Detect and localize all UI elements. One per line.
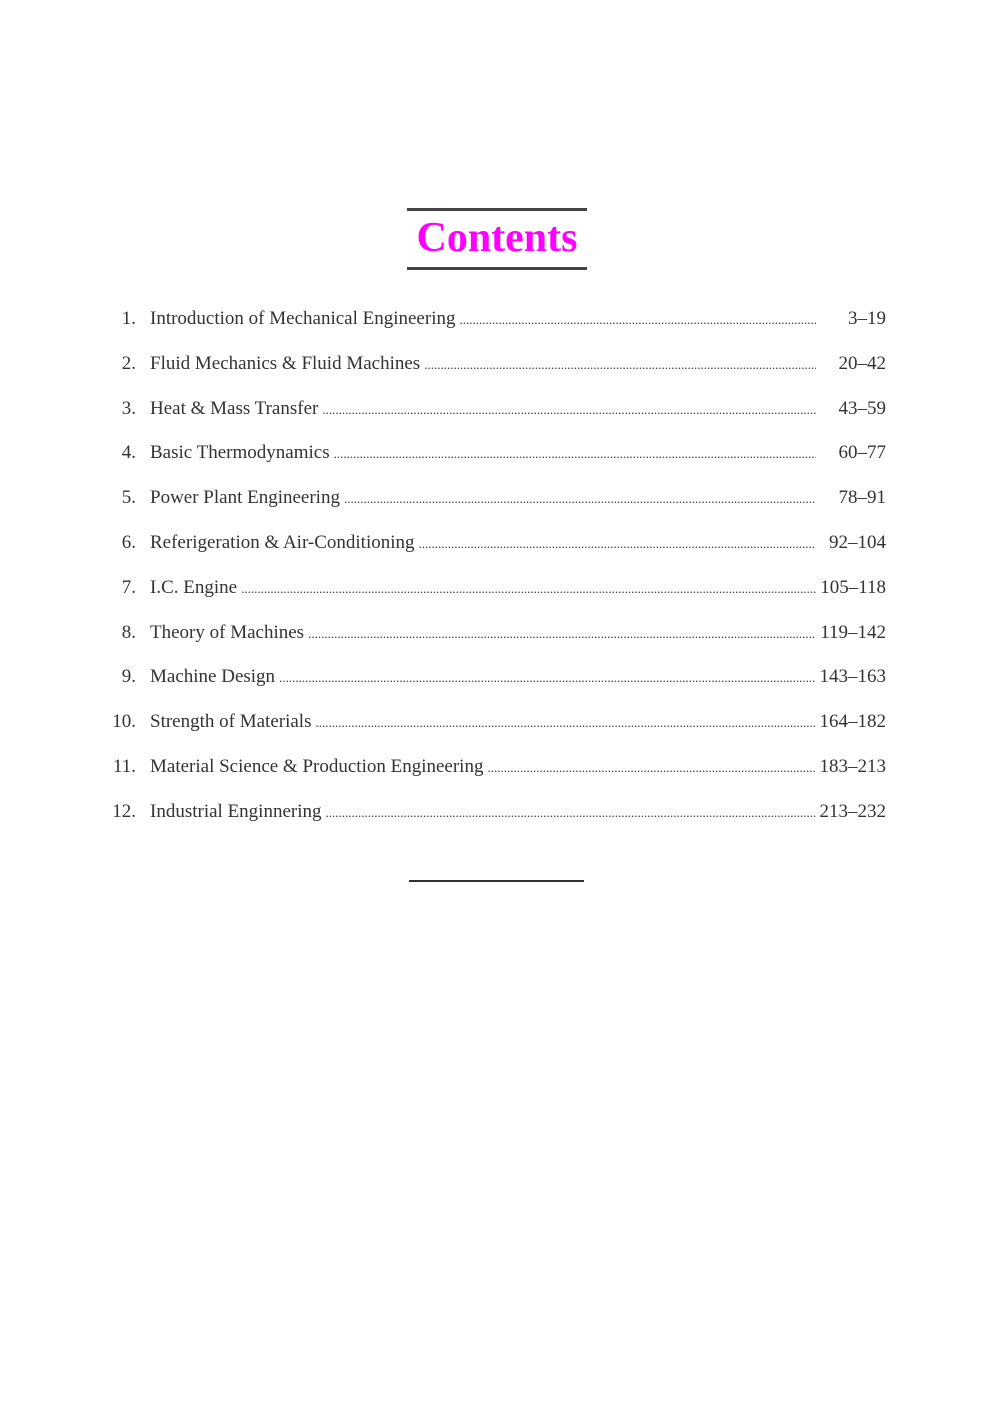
entry-title: Strength of Materials xyxy=(150,711,312,733)
entry-number: 11. xyxy=(112,755,136,777)
dot-leader xyxy=(308,620,816,648)
entry-title: I.C. Engine xyxy=(150,576,238,598)
entry-title: Heat & Mass Transfer xyxy=(150,397,319,419)
dot-leader xyxy=(344,485,816,513)
entry-pages: 105–118 xyxy=(820,576,886,598)
dot-leader xyxy=(315,709,816,737)
entry-number: 12. xyxy=(112,800,136,822)
page-title: Contents xyxy=(416,215,578,261)
toc-entry xyxy=(104,619,886,664)
toc-entry xyxy=(104,484,886,529)
entry-number: 5. xyxy=(121,487,136,509)
entry-title: Basic Thermodynamics xyxy=(150,442,330,464)
entry-title: Machine Design xyxy=(150,666,276,688)
entry-pages: 60–77 xyxy=(838,442,886,464)
entry-pages: 213–232 xyxy=(819,800,886,822)
entry-number: 7. xyxy=(121,576,136,598)
entry-title: Industrial Enginnering xyxy=(150,800,322,822)
entry-title: Introduction of Mechanical Engineering xyxy=(150,308,456,329)
toc-entry xyxy=(104,663,886,708)
entry-title: Power Plant Engineering xyxy=(150,487,340,509)
heading-bottom-rule xyxy=(407,267,587,270)
toc-entry xyxy=(104,798,886,843)
dot-leader xyxy=(279,664,816,692)
entry-title: Fluid Mechanics & Fluid Machines xyxy=(150,352,421,374)
heading-top-rule xyxy=(407,208,587,211)
toc-entry xyxy=(104,395,886,440)
closing-rule xyxy=(409,880,584,882)
toc-entry xyxy=(104,574,886,619)
entry-pages: 78–91 xyxy=(838,487,886,509)
dot-leader xyxy=(334,440,816,468)
dot-leader xyxy=(241,575,816,603)
entry-number: 1. xyxy=(121,308,136,329)
entry-pages: 43–59 xyxy=(838,397,886,419)
entry-number: 8. xyxy=(121,621,136,643)
toc-entry xyxy=(104,753,886,798)
entry-pages: 164–182 xyxy=(819,711,886,733)
dot-leader xyxy=(326,799,817,827)
dot-leader xyxy=(322,396,816,424)
table-of-contents xyxy=(104,305,886,843)
toc-entry xyxy=(104,305,886,350)
dot-leader xyxy=(459,306,816,334)
entry-number: 2. xyxy=(121,352,136,374)
toc-entry xyxy=(104,708,886,753)
entry-title: Referigeration & Air-Conditioning xyxy=(150,531,415,553)
entry-number: 6. xyxy=(121,531,136,553)
entry-pages: 143–163 xyxy=(819,666,886,688)
dot-leader xyxy=(487,754,816,782)
dot-leader xyxy=(424,351,816,379)
entry-title: Theory of Machines xyxy=(150,621,305,643)
entry-pages: 20–42 xyxy=(838,352,886,374)
entry-number: 10. xyxy=(112,711,136,733)
toc-entry xyxy=(104,529,886,574)
contents-heading-block xyxy=(407,208,587,270)
entry-number: 3. xyxy=(121,397,136,419)
entry-number: 4. xyxy=(121,442,136,464)
entry-number: 9. xyxy=(121,666,136,688)
toc-entry xyxy=(104,350,886,395)
dot-leader xyxy=(419,530,816,558)
entry-title: Material Science & Production Engineering xyxy=(150,755,484,777)
entry-pages: 119–142 xyxy=(820,621,886,643)
entry-pages: 3–19 xyxy=(848,308,886,329)
entry-pages: 92–104 xyxy=(829,531,886,553)
entry-pages: 183–213 xyxy=(819,755,886,777)
toc-entry xyxy=(104,439,886,484)
